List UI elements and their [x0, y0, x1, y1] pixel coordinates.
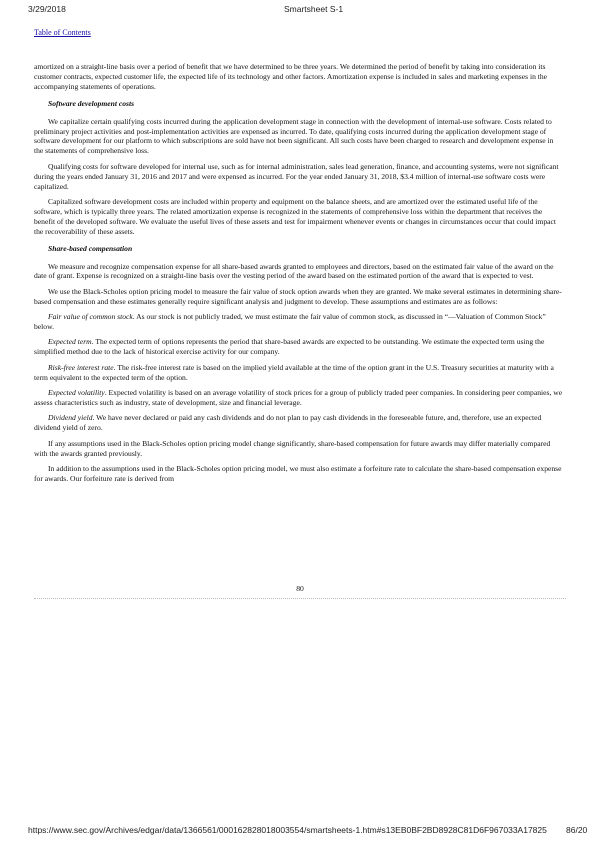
- paragraph-share-2: We use the Black-Scholes option pricing model to measure the fair value of stock option awards when they are granted. We make several estimates in determining share-based compensation and these estimates generally require significant analysis and judgment to develop. These assumptions and estimates are as follows:: [34, 286, 562, 306]
- dividend-yield-label: Dividend yield: [48, 413, 93, 423]
- intro-paragraph: amortized on a straight-line basis over a period of benefit that we have determined to be three years. We determined the period of benefit by taking into consideration its customer contracts, expected customer life, the expected life of its technology and other factors. Amortization expense is included in sales and marketing expenses in the accompanying statements of operations.: [34, 62, 548, 91]
- paragraph-dividend-yield: [34, 413, 564, 433]
- risk-free-label: Risk-free interest rate: [48, 362, 114, 372]
- dividend-yield-text: . We have never declared or paid any cash dividends and do not plan to pay cash dividends in the foreseeable future, and, therefore, use an expected dividend yield of zero.: [34, 413, 542, 433]
- page-number: 80: [296, 584, 304, 593]
- paragraph-share-3: If any assumptions used in the Black-Scholes option pricing model change significantly, share-based compensation for future awards may differ materially compared with the awards granted previously.: [34, 438, 551, 458]
- table-of-contents-link[interactable]: Table of Contents: [34, 28, 91, 37]
- paragraph-software-1: We capitalize certain qualifying costs incurred during the application development stage in connection with the development of internal-use software. Costs related to preliminary project activities and post-implementation activities are expensed as incurred. To date, qualifying costs incurred during the application development stage of software development for our platform to which subscriptions are sold have not been significant. All such costs have been charged to research and development expense in the statements of comprehensive loss.: [34, 116, 554, 156]
- paragraph-risk-free: [34, 363, 564, 383]
- expected-volatility-text: . Expected volatility is based on an average volatility of stock prices for a group of publicly traded peer companies. In considering peer companies, we assess characteristics such as industry, state of development, size and financial leverage.: [34, 388, 563, 407]
- expected-volatility-label: Expected volatility: [48, 388, 105, 398]
- fair-value-label: Fair value of common stock: [48, 312, 133, 322]
- heading-share-based-compensation: Share-based compensation: [48, 243, 133, 253]
- paragraph-software-3: Capitalized software development costs are included within property and equipment on the balance sheets, and are amortized over the estimated useful life of the software, which is typically three years. The related amortization expense is recognized in the statements of comprehensive loss within the department that receives the benefit of the developed software. We evaluate the useful lives of these assets and test for impairment whenever events or changes in circumstances occur that could impact the recoverability of these assets.: [34, 196, 556, 236]
- document-body: [34, 62, 564, 489]
- paragraph-share-4: In addition to the assumptions used in the Black-Scholes option pricing model, we must also estimate a forfeiture rate to calculate the share-based compensation expense for awards. Our forfeiture rate is derived from: [34, 464, 562, 483]
- page-divider: [34, 598, 566, 599]
- heading-software-development-costs: Software development costs: [48, 98, 135, 108]
- paragraph-share-1: We measure and recognize compensation expense for all share-based awards granted to employees and directors, based on the estimated fair value of the award on the date of grant. Expense is recognized on a straight-line basis over the vesting period of the award based on the estimated portion of the award that is expected to vest.: [34, 261, 554, 281]
- risk-free-text: . The risk-free interest rate is based on the implied yield available at the time of the option grant in the U.S. Treasury securities at maturity with a term equivalent to the expected term of the option.: [34, 362, 554, 382]
- expected-term-label: Expected term: [48, 337, 92, 347]
- browser-print-header: [0, 4, 600, 16]
- paragraph-software-2: Qualifying costs for software developed for internal use, such as for internal administration, sales lead generation, finance, and accounting systems, were not significant during the years ended January 31, 2016 and 2017 and were expensed as incurred. For the year ended January 31, 2018, $3.4 million of internal-use software costs were capitalized.: [34, 161, 559, 191]
- source-url: https://www.sec.gov/Archives/edgar/data/1366561/000162828018003554/smartsheets-1.htm#s13EB0BF2BD8928C81D6F967033A17825: [28, 825, 547, 835]
- document-title: Smartsheet S-1: [284, 4, 344, 14]
- fair-value-text: . As our stock is not publicly traded, we must estimate the fair value of common stock, as discussed in “—Valuation of Common Stock” below.: [34, 312, 546, 332]
- print-page-count: 86/20: [566, 825, 588, 835]
- paragraph-fair-value: [34, 312, 564, 332]
- paragraph-expected-volatility: [34, 388, 564, 408]
- paragraph-expected-term: [34, 337, 564, 357]
- expected-term-text: . The expected term of options represents the period that share-based awards are expected to be outstanding. We estimate the expected term using the simplified method due to the lack of historical exercise activity for our company.: [34, 337, 545, 357]
- print-date: 3/29/2018: [28, 4, 66, 14]
- browser-print-footer: [0, 825, 600, 837]
